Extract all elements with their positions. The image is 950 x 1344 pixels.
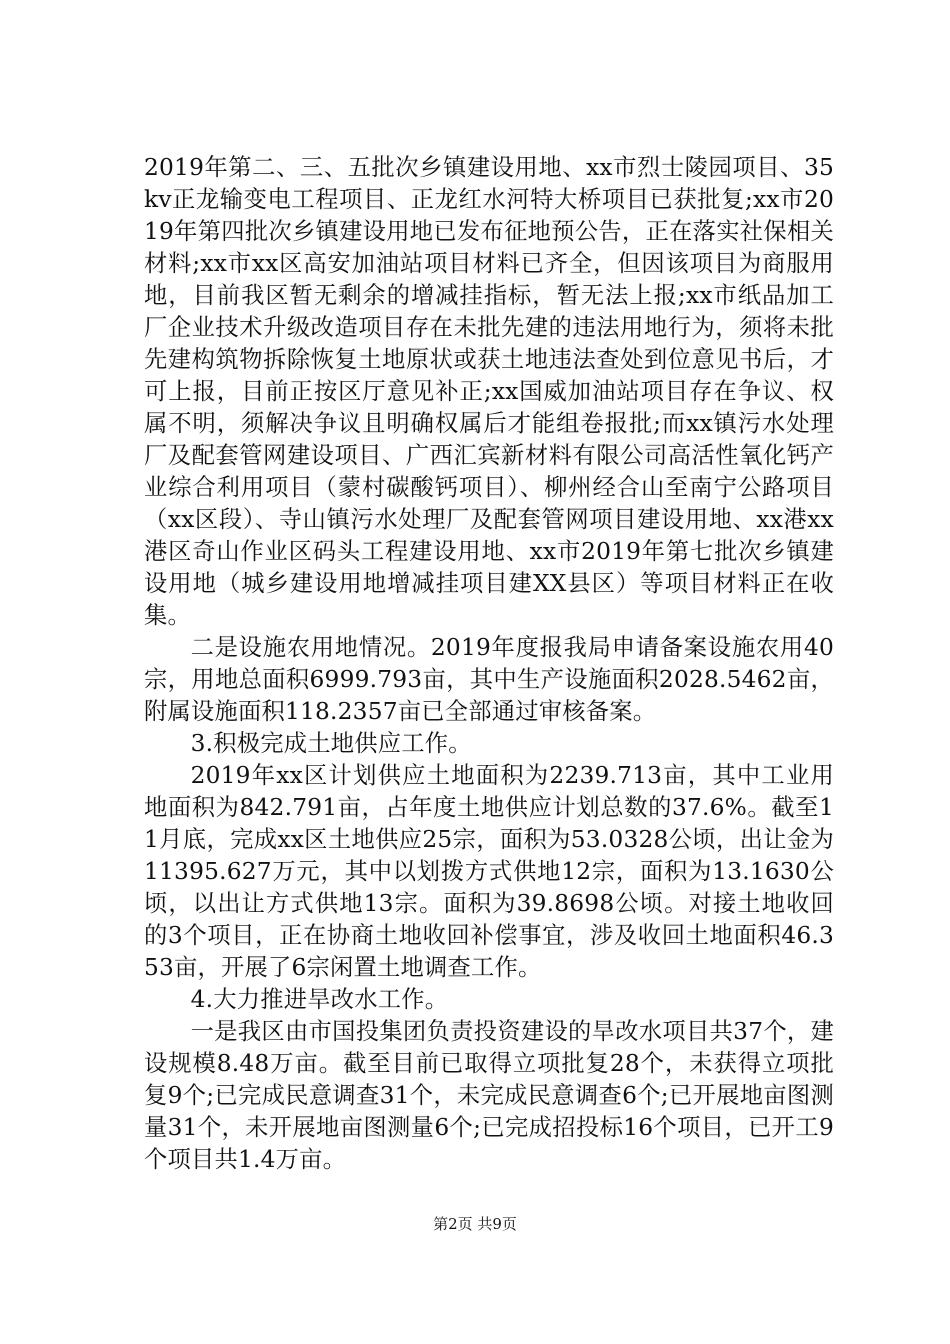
page-number-indicator: 第2页 共9页 [433,1215,517,1233]
paragraph-land-approval-projects: 2019年第二、三、五批次乡镇建设用地、xx市烈士陵园项目、35kv正龙输变电工程项目、正龙红水河特大桥项目已获批复;xx市2019年第四批次乡镇建设用地已发布征地预公告，正在落实社保相关材料;xx市xx区高安加油站项目材料已齐全，但因该项目为商服用地，目前我区暂无剩余的增减挂指标，暂无法上报;xx市纸品加工厂企业技术升级改造项目存在未批先建的违法用地行为，须将未批先建构筑物拆除恢复土地原状或获土地违法查处到位意见书后，才可上报，目前正按区厅意见补正;xx国威加油站项目存在争议、权属不明，须解决争议且明确权属后才能组卷报批;而xx镇污水处理厂及配套管网建设项目、广西汇宾新材料有限公司高活性氧化钙产业综合利用项目（蒙村碳酸钙项目）、柳州经合山至南宁公路项目（xx区段）、寺山镇污水处理厂及配套管网项目建设用地、xx港xx港区奇山作业区码头工程建设用地、xx市2019年第七批次乡镇建设用地（城乡建设用地增减挂项目建XX县区）等项目材料正在收集。 [144,154,834,629]
paragraph-dry-to-paddy-projects: 一是我区由市国投集团负责投资建设的旱改水项目共37个，建设规模8.48万亩。截至目前已取得立项批复28个，未获得立项批复9个;已完成民意调查31个，未完成民意调查6个;已开展地亩图测量31个，未开展地亩图测量6个;已完成招投标16个项目，已开工9个项目共1.4万亩。 [144,1018,834,1173]
section-heading-land-supply: 3.积极完成土地供应工作。 [190,730,472,757]
page-footer [0,1214,950,1234]
section-heading-dry-to-paddy: 4.大力推进旱改水工作。 [190,986,449,1013]
paragraph-land-supply: 2019年xx区计划供应土地面积为2239.713亩，其中工业用地面积为842.791亩，占年度土地供应计划总数的37.6%。截至11月底，完成xx区土地供应25宗，面积为53.0328公顷，出让金为11395.627万元，其中以划拨方式供地12宗，面积为13.1630公顷，以出让方式供地13宗。面积为39.8698公顷。对接土地收回的3个项目，正在协商土地收回补偿事宜，涉及收回土地面积46.353亩，开展了6宗闲置土地调查工作。 [144,762,834,981]
paragraph-facility-agricultural-land: 二是设施农用地情况。2019年度报我局申请备案设施农用40宗，用地总面积6999.793亩，其中生产设施面积2028.5462亩，附属设施面积118.2357亩已全部通过审核备案。 [144,634,834,725]
document-body [144,152,834,1176]
